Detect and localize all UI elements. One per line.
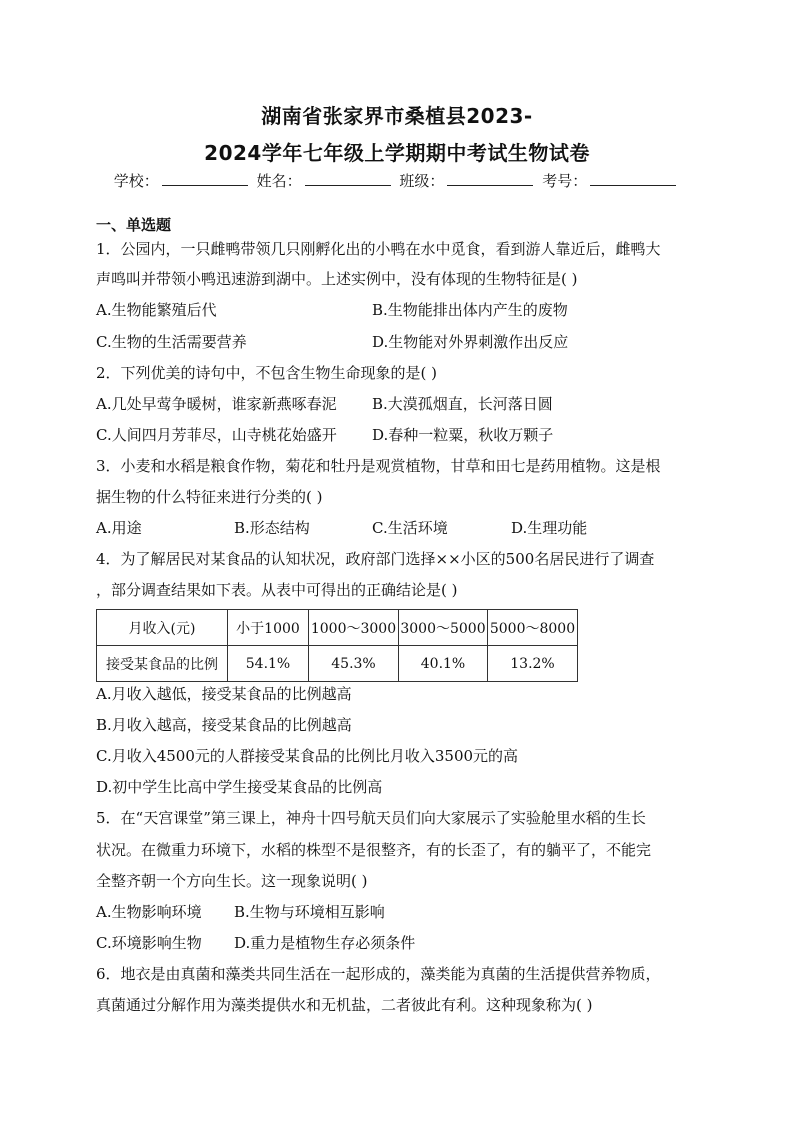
q3-option-c: C.生活环境 bbox=[372, 519, 448, 537]
q5-stem-line1: 5．在“天宫课堂”第三课上，神舟十四号航天员们向大家展示了实验舱里水稻的生长 bbox=[96, 809, 646, 827]
name-blank[interactable] bbox=[305, 171, 391, 186]
exam-title-line1: 湖南省张家界市桑植县2023- bbox=[261, 104, 533, 128]
q1-option-b: B.生物能排出体内产生的废物 bbox=[372, 301, 568, 319]
q4-option-a: A.月收入越低，接受某食品的比例越高 bbox=[96, 685, 352, 703]
q6-stem-line1: 6．地衣是由真菌和藻类共同生活在一起形成的，藻类能为真菌的生活提供营养物质， bbox=[96, 965, 661, 983]
table-cell: 54.1% bbox=[228, 646, 309, 682]
q5-stem-line2: 状况。在微重力环境下，水稻的株型不是很整齐，有的长歪了，有的躺平了，不能完 bbox=[96, 841, 652, 859]
q2-stem: 2．下列优美的诗句中，不包含生物生命现象的是( ) bbox=[96, 364, 438, 382]
q4-option-d: D.初中学生比高中学生接受某食品的比例高 bbox=[96, 778, 383, 796]
school-label: 学校： bbox=[113, 172, 159, 190]
q5-option-b: B.生物与环境相互影响 bbox=[234, 903, 385, 921]
q4-option-c: C.月收入4500元的人群接受某食品的比例比月收入3500元的高 bbox=[96, 747, 519, 765]
table-header-cell: 月收入(元) bbox=[97, 610, 228, 646]
q6-stem-line2: 真菌通过分解作用为藻类提供水和无机盐，二者彼此有利。这种现象称为( ) bbox=[96, 996, 593, 1014]
q2-option-d: D.春种一粒粟，秋收万颗子 bbox=[372, 426, 554, 444]
q3-option-a: A.用途 bbox=[96, 519, 142, 537]
table-header-cell: 小于1000 bbox=[228, 610, 309, 646]
table-header-cell: 5000～8000 bbox=[488, 610, 578, 646]
q4-option-b: B.月收入越高，接受某食品的比例越高 bbox=[96, 716, 352, 734]
table-header-cell: 1000～3000 bbox=[309, 610, 399, 646]
exam-number-blank[interactable] bbox=[590, 171, 676, 186]
income-acceptance-table bbox=[96, 609, 578, 682]
q5-option-c: C.环境影响生物 bbox=[96, 934, 202, 952]
q1-option-d: D.生物能对外界刺激作出反应 bbox=[372, 333, 569, 351]
exam-title-line2: 2024学年七年级上学期期中考试生物试卷 bbox=[204, 141, 590, 165]
name-label: 姓名： bbox=[256, 172, 302, 190]
table-cell: 接受某食品的比例 bbox=[97, 646, 228, 682]
q2-option-c: C.人间四月芳菲尽，山寺桃花始盛开 bbox=[96, 426, 337, 444]
q5-option-d: D.重力是植物生存必须条件 bbox=[234, 934, 416, 952]
table-cell: 45.3% bbox=[309, 646, 399, 682]
q3-stem-line2: 据生物的什么特征来进行分类的( ) bbox=[96, 488, 323, 506]
q2-option-a: A.几处早莺争暖树，谁家新燕啄春泥 bbox=[96, 395, 337, 413]
q4-stem-line1: 4．为了解居民对某食品的认知状况，政府部门选择××小区的500名居民进行了调查 bbox=[96, 550, 655, 568]
table-row bbox=[97, 646, 578, 682]
exam-number-label: 考号： bbox=[542, 172, 588, 190]
student-info-line bbox=[0, 170, 794, 191]
q1-stem-line2: 声鸣叫并带领小鸭迅速游到湖中。上述实例中，没有体现的生物特征是( ) bbox=[96, 270, 578, 288]
class-label: 班级： bbox=[399, 172, 445, 190]
q5-stem-line3: 全整齐朝一个方向生长。这一现象说明( ) bbox=[96, 872, 368, 890]
q3-option-d: D.生理功能 bbox=[511, 519, 588, 537]
table-cell: 40.1% bbox=[399, 646, 488, 682]
class-blank[interactable] bbox=[447, 171, 533, 186]
q3-stem-line1: 3．小麦和水稻是粮食作物，菊花和牡丹是观赏植物，甘草和田七是药用植物。这是根 bbox=[96, 457, 661, 475]
table-header-row bbox=[97, 610, 578, 646]
q5-option-a: A.生物影响环境 bbox=[96, 903, 202, 921]
q3-option-b: B.形态结构 bbox=[234, 519, 310, 537]
section-heading: 一、单选题 bbox=[96, 216, 172, 234]
q1-option-a: A.生物能繁殖后代 bbox=[96, 301, 217, 319]
q2-option-b: B.大漠孤烟直，长河落日圆 bbox=[372, 395, 553, 413]
q1-stem-line1: 1．公园内，一只雌鸭带领几只刚孵化出的小鸭在水中觅食，看到游人靠近后，雌鸭大 bbox=[96, 240, 661, 258]
q1-option-c: C.生物的生活需要营养 bbox=[96, 333, 247, 351]
school-blank[interactable] bbox=[162, 171, 248, 186]
q4-stem-line2: ，部分调查结果如下表。从表中可得出的正确结论是( ) bbox=[96, 581, 458, 599]
table-header-cell: 3000～5000 bbox=[399, 610, 488, 646]
table-cell: 13.2% bbox=[488, 646, 578, 682]
